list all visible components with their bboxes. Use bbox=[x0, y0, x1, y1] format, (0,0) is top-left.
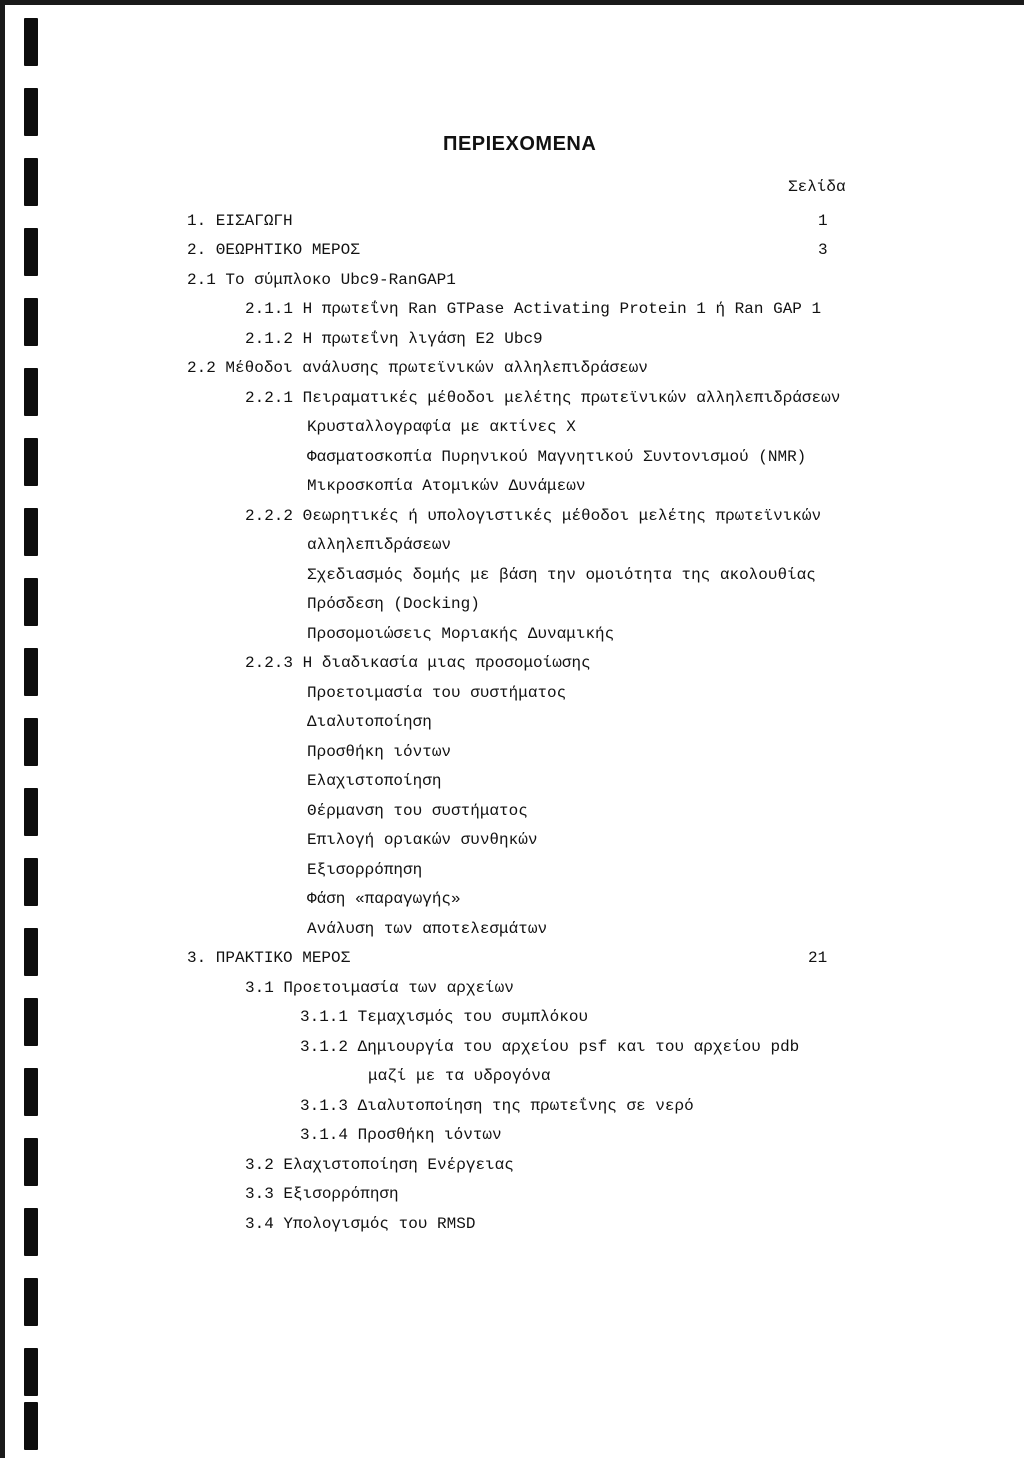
binding-hole bbox=[24, 1348, 38, 1396]
binding-hole bbox=[24, 438, 38, 486]
toc-entry: 3.4 Υπολογισμός του RMSD bbox=[245, 1215, 476, 1233]
toc-entry: 3.1.4 Προσθήκη ιόντων bbox=[300, 1126, 502, 1144]
toc-entry: 3.1 Προετοιμασία των αρχείων bbox=[245, 979, 514, 997]
toc-entry: μαζί με τα υδρογόνα bbox=[368, 1067, 551, 1085]
binding-hole bbox=[24, 648, 38, 696]
toc-entry: Φασματοσκοπία Πυρηνικού Μαγνητικού Συντονισμού (NMR) bbox=[307, 448, 807, 466]
toc-entry: αλληλεπιδράσεων bbox=[307, 536, 452, 554]
toc-entry: 3.1.1 Τεμαχισμός του συμπλόκου bbox=[300, 1008, 589, 1026]
document-title: ΠΕΡΙΕΧΟΜΕΝΑ bbox=[443, 133, 597, 155]
toc-entry: Προσθήκη ιόντων bbox=[307, 743, 452, 761]
binding-hole bbox=[24, 88, 38, 136]
toc-entry: Σχεδιασμός δομής με βάση την ομοιότητα της ακολουθίας bbox=[307, 566, 816, 584]
toc-entry: 2. ΘΕΩΡΗΤΙΚΟ ΜΕΡΟΣ bbox=[187, 241, 360, 259]
toc-page-number: 21 bbox=[808, 949, 828, 967]
toc-entry: 3.1.3 Διαλυτοποίηση της πρωτεΐνης σε νερό bbox=[300, 1097, 694, 1115]
binding-hole bbox=[24, 1278, 38, 1326]
toc-entry: Προετοιμασία του συστήματος bbox=[307, 684, 567, 702]
toc-entry: 2.2.1 Πειραματικές μέθοδοι μελέτης πρωτεϊνικών αλληλεπιδράσεων bbox=[245, 389, 841, 407]
toc-entry: 2.1.1 Η πρωτεΐνη Ran GTPase Activating Protein 1 ή Ran GAP 1 bbox=[245, 300, 822, 318]
binding-hole bbox=[24, 578, 38, 626]
toc-entry: 2.1 Το σύμπλοκο Ubc9-RanGAP1 bbox=[187, 271, 456, 289]
binding-hole bbox=[24, 508, 38, 556]
scan-border-top bbox=[0, 0, 1024, 5]
toc-entry: Ελαχιστοποίηση bbox=[307, 772, 442, 790]
toc-entry: Επιλογή οριακών συνθηκών bbox=[307, 831, 538, 849]
binding-hole bbox=[24, 18, 38, 66]
scan-border-left bbox=[0, 0, 5, 1458]
toc-entry: 2.2.3 Η διαδικασία μιας προσομοίωσης bbox=[245, 654, 591, 672]
toc-entry: 3.2 Ελαχιστοποίηση Ενέργειας bbox=[245, 1156, 514, 1174]
binding-hole bbox=[24, 788, 38, 836]
toc-page-number: 3 bbox=[818, 241, 828, 259]
toc-entry: Κρυσταλλογραφία με ακτίνες Χ bbox=[307, 418, 576, 436]
binding-hole bbox=[24, 1068, 38, 1116]
binding-hole bbox=[24, 1402, 38, 1450]
toc-entry: Πρόσδεση (Docking) bbox=[307, 595, 480, 613]
toc-entry: Προσομοιώσεις Μοριακής Δυναμικής bbox=[307, 625, 615, 643]
binding-hole bbox=[24, 368, 38, 416]
toc-page-number: 1 bbox=[818, 212, 828, 230]
toc-entry: 2.1.2 Η πρωτεΐνη λιγάση Ε2 Ubc9 bbox=[245, 330, 543, 348]
toc-entry: Μικροσκοπία Ατομικών Δυνάμεων bbox=[307, 477, 586, 495]
binding-hole bbox=[24, 298, 38, 346]
toc-entry: 3. ΠΡΑΚΤΙΚΟ ΜΕΡΟΣ bbox=[187, 949, 351, 967]
binding-hole bbox=[24, 228, 38, 276]
toc-entry: Εξισορρόπηση bbox=[307, 861, 423, 879]
toc-entry: Διαλυτοποίηση bbox=[307, 713, 432, 731]
page-column-header: Σελίδα bbox=[788, 178, 846, 196]
toc-entry: Ανάλυση των αποτελεσμάτων bbox=[307, 920, 548, 938]
binding-hole bbox=[24, 158, 38, 206]
toc-entry: Φάση «παραγωγής» bbox=[307, 890, 461, 908]
toc-entry: 2.2.2 Θεωρητικές ή υπολογιστικές μέθοδοι μελέτης πρωτεϊνικών bbox=[245, 507, 822, 525]
binding-hole bbox=[24, 858, 38, 906]
toc-entry: 2.2 Μέθοδοι ανάλυσης πρωτεϊνικών αλληλεπιδράσεων bbox=[187, 359, 648, 377]
binding-hole bbox=[24, 998, 38, 1046]
binding-hole bbox=[24, 718, 38, 766]
toc-entry: Θέρμανση του συστήματος bbox=[307, 802, 528, 820]
binding-hole bbox=[24, 1138, 38, 1186]
toc-entry: 3.1.2 Δημιουργία του αρχείου psf και του αρχείου pdb bbox=[300, 1038, 800, 1056]
binding-hole bbox=[24, 928, 38, 976]
toc-entry: 3.3 Εξισορρόπηση bbox=[245, 1185, 399, 1203]
binding-hole bbox=[24, 1208, 38, 1256]
toc-entry: 1. ΕΙΣΑΓΩΓΗ bbox=[187, 212, 293, 230]
